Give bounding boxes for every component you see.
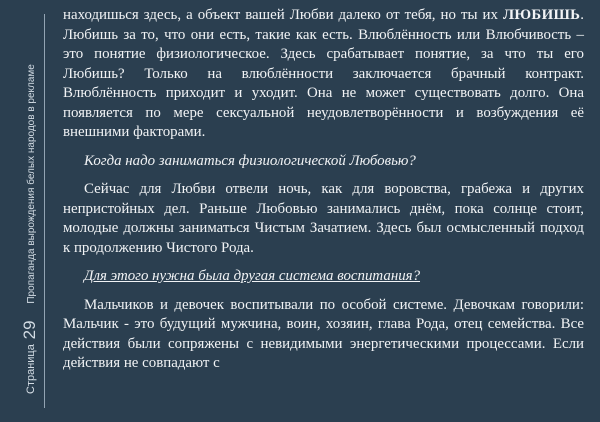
question-1-text: Когда надо заниматься физиологической Любовью? xyxy=(84,152,416,169)
paragraph-1-start: находишься здесь, а объект вашей Любви далеко от тебя, но ты их xyxy=(63,7,503,23)
page-number: 29 xyxy=(20,320,39,340)
paragraph-2: Сейчас для Любви отвели ночь, как для воровства, грабежа и других непристойных дел. Раньше Любовью занимались днём, пока солнце стоит, молодые должны заниматься Чистым Зачатием. Здесь был осмысленный подход к продолжению Чистого Рода. xyxy=(63,181,584,256)
sidebar-divider xyxy=(44,14,45,408)
question-2-text: Для этого нужна была другая система воспитания? xyxy=(84,268,421,284)
page-body xyxy=(63,6,584,374)
running-header xyxy=(20,64,39,394)
page-label: Страница xyxy=(25,344,37,394)
question-1 xyxy=(63,152,584,172)
question-2 xyxy=(63,267,584,287)
sidebar xyxy=(0,0,46,422)
paragraph-1 xyxy=(63,6,584,143)
emphasis-word: ЛЮБИШЬ xyxy=(502,7,581,23)
running-title: Пропаганда вырождения белых народов в рекламе xyxy=(26,64,37,304)
paragraph-1-end: . Любишь за то, что они есть, такие как есть. Влюблённость или Влюбчивость – это понятие физиологическое. Здесь срабатывает понятие, за что ты его Любишь? Только на влюблённости заключается брачный контракт. Влюблённость приходит и уходит. Она не может существовать долго. Она появляется по мере сексуальной неудовлетворённости и возбуждения её внешними факторами. xyxy=(63,7,584,140)
paragraph-3: Мальчиков и девочек воспитывали по особой системе. Девочкам говорили: Мальчик - это будущий мужчина, воин, хозяин, глава Рода, отец семейства. Все действия были сопряжены с невидимыми энергетическими процессами. Если действия не совпадают с xyxy=(63,296,584,371)
